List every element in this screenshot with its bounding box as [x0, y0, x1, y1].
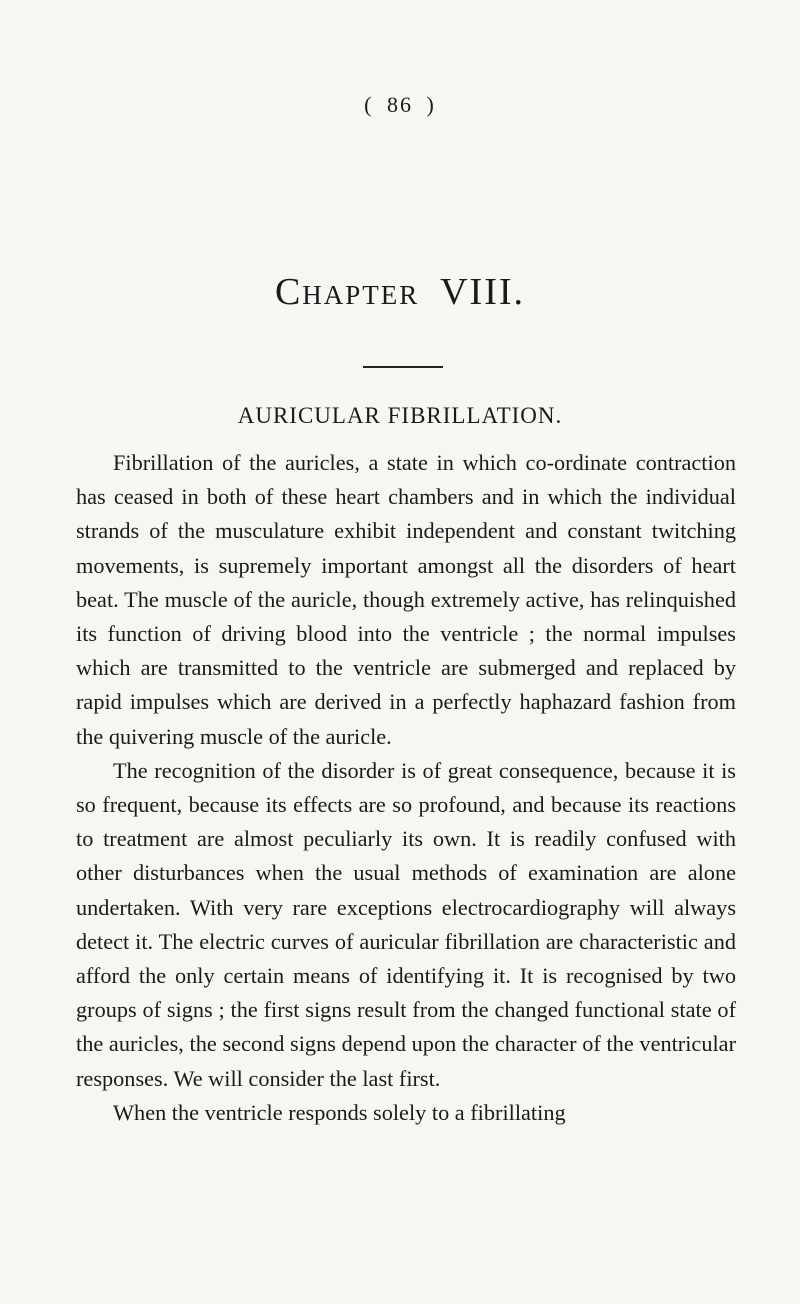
- section-heading: AURICULAR FIBRILLATION.: [237, 403, 563, 428]
- paragraph-recognition: The recognition of the disorder is of great consequence, because it is so frequent, because its effects are so profound, and because its reactions to treatment are almost peculiarly its own. It is readily confused with other disturbances when the usual methods of examination are alone undertaken. With very rare exceptions electrocardiography will always detect it. The electric curves of auricular fibrillation are characteristic and afford the only certain means of identifying it. It is recognised by two groups of signs ; the first signs result from the changed functional state of the auricles, the second signs depend upon the character of the ventricular responses. We will consider the last first.: [76, 757, 736, 1091]
- chapter-title: Chapter VIII.: [274, 271, 526, 313]
- page-number: ( 86 ): [364, 92, 436, 117]
- title-divider: [363, 366, 443, 368]
- paragraph-ventricle-response: When the ventricle responds solely to a fibrillating: [113, 1099, 566, 1125]
- body-text: [76, 446, 736, 1130]
- paragraph-fibrillation-definition: Fibrillation of the auricles, a state in which co-ordinate contraction has ceased in both of these heart chambers and in which the individual strands of the musculature exhibit independent and constant twitching movements, is supremely important amongst all the disorders of heart beat. The muscle of the auricle, though extremely active, has relinquished its function of driving blood into the ventricle ; the normal impulses which are transmitted to the ventricle are submerged and replaced by rapid impulses which are derived in a perfectly haphazard fashion from the quivering muscle of the auricle.: [76, 450, 736, 749]
